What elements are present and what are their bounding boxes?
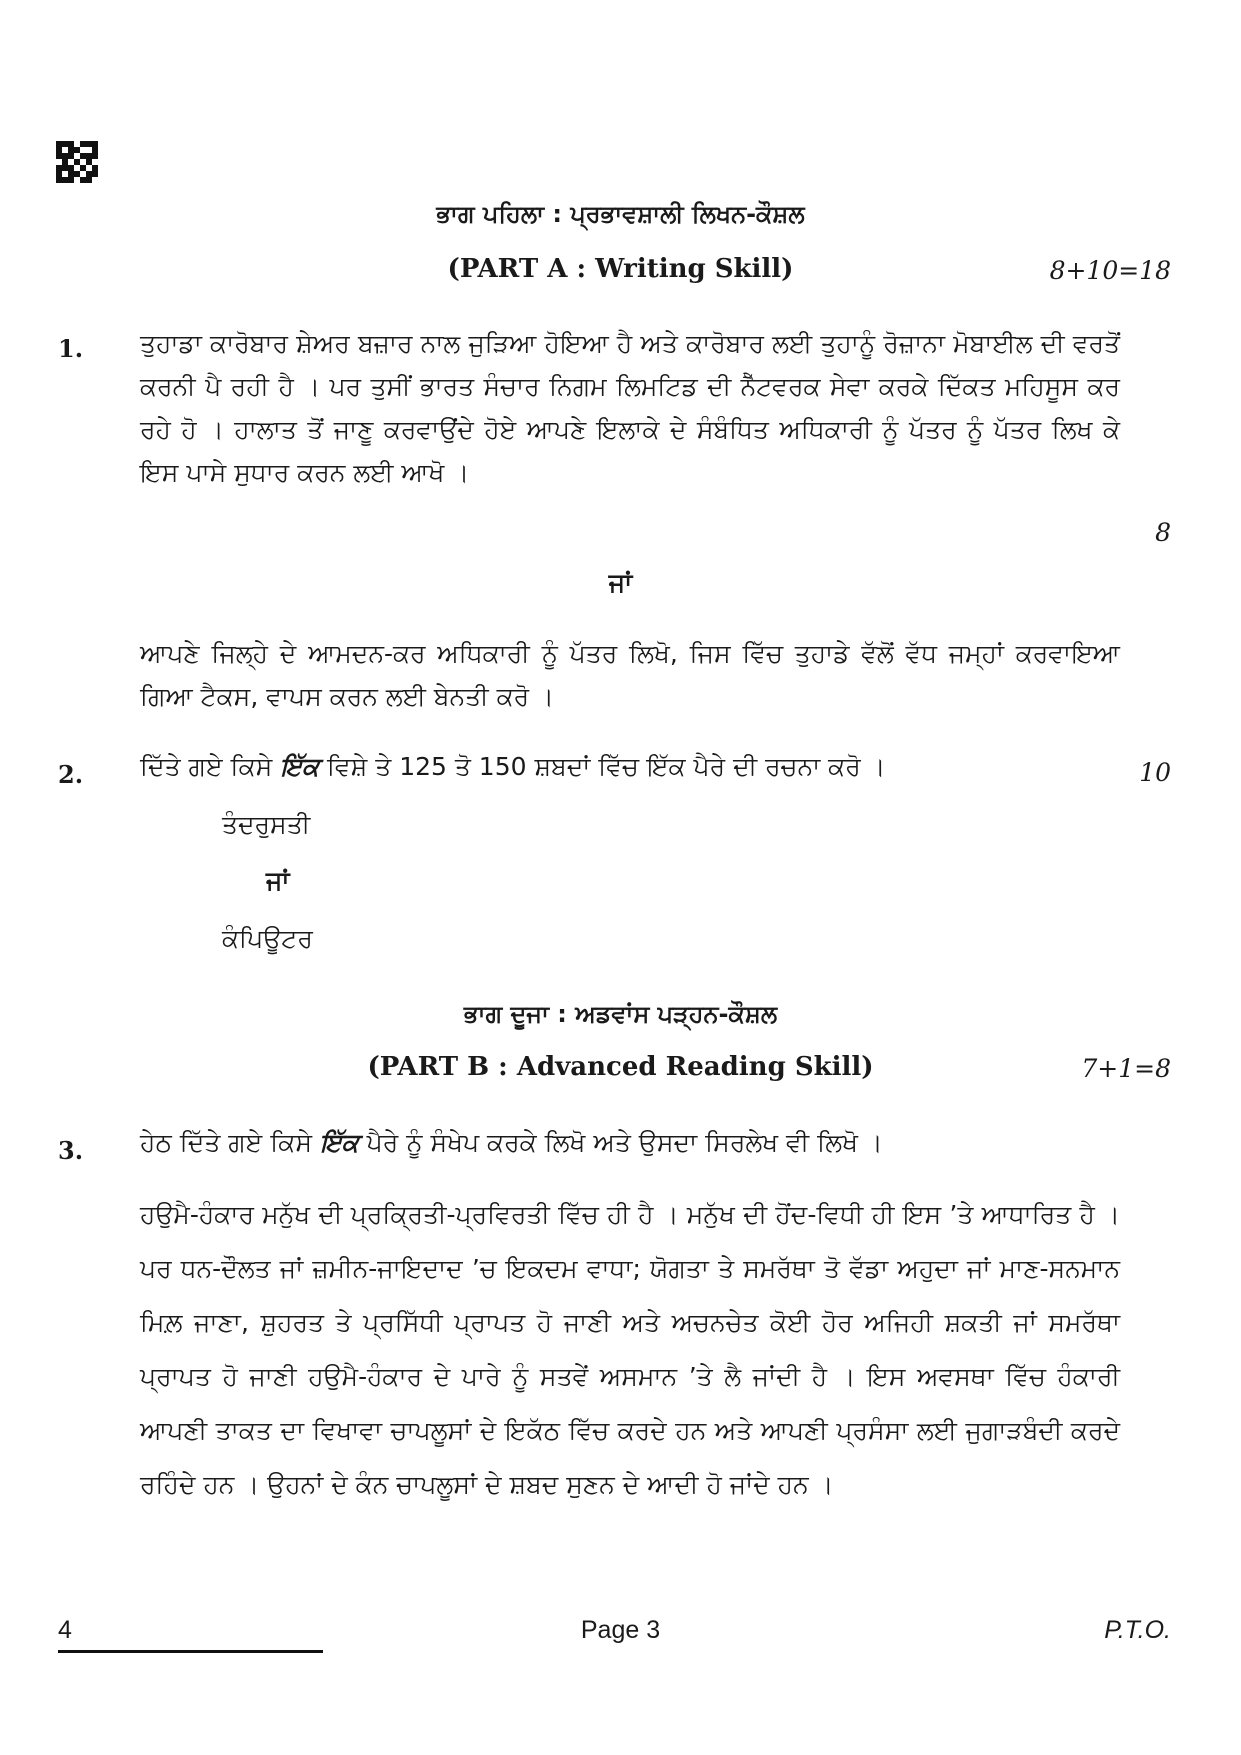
question-2-topic-1: ਤੰਦਰੁਸਤੀ <box>222 810 311 839</box>
question-3-number: 3. <box>58 1136 84 1165</box>
question-1-number: 1. <box>58 334 84 363</box>
question-2-text: ਦਿੱਤੇ ਗਏ ਕਿਸੇ ਇੱਕ ਵਿਸ਼ੇ ਤੇ 125 ਤੋ 150 ਸ਼ਬਦਾਂ ਵਿੱਚ ਇੱਕ ਪੈਰੇ ਦੀ ਰਚਨਾ ਕਰੋ । <box>140 752 886 781</box>
footer-rule <box>58 1650 323 1653</box>
part-a-heading-english: (PART A : Writing Skill) <box>447 254 794 284</box>
question-2-emphasis: ਇੱਕ <box>280 752 319 781</box>
footer-pto: P.T.O. <box>1104 1616 1171 1644</box>
question-3-emphasis: ਇੱਕ <box>319 1128 359 1157</box>
question-3-text: ਹੇਠ ਦਿੱਤੇ ਗਏ ਕਿਸੇ ਇੱਕ ਪੈਰੇ ਨੂੰ ਸੰਖੇਪ ਕਰਕੇ ਲਿਖੋ ਅਤੇ ਉਸਦਾ ਸਿਰਲੇਖ ਵੀ ਲਿਖੋ । <box>140 1128 883 1157</box>
part-a-marks: 8+10=18 <box>1049 256 1171 285</box>
question-2-topic-2: ਕੰਪਿਊਟਰ <box>222 924 313 953</box>
question-1-marks: 8 <box>1155 518 1171 547</box>
part-b-heading-english: (PART B : Advanced Reading Skill) <box>367 1052 874 1082</box>
question-1-or: ਜਾਂ <box>608 568 633 597</box>
question-1-alternative-text: ਆਪਣੇ ਜਿਲ੍ਹੇ ਦੇ ਆਮਦਨ-ਕਰ ਅਧਿਕਾਰੀ ਨੂੰ ਪੱਤਰ ਲਿਖੋ, ਜਿਸ ਵਿੱਚ ਤੁਹਾਡੇ ਵੱਲੋਂ ਵੱਧ ਜਮ੍ਹਾਂ ਕਰਵਾਇਆ ਗਿਆ ਟੈਕਸ, ਵਾਪਸ ਕਰਨ ਲਈ ਬੇਨਤੀ ਕਰੋ । <box>140 639 1120 711</box>
footer-page-code: 4 <box>58 1616 72 1644</box>
question-3-passage: ਹਉਮੈ-ਹੰਕਾਰ ਮਨੁੱਖ ਦੀ ਪ੍ਰਕ੍ਰਿਤੀ-ਪ੍ਰਵਿਰਤੀ ਵਿੱਚ ਹੀ ਹੈ । ਮਨੁੱਖ ਦੀ ਹੋਂਦ-ਵਿਧੀ ਹੀ ਇਸ ’ਤੇ ਆਧਾਰਿਤ ਹੈ । ਪਰ ਧਨ-ਦੌਲਤ ਜਾਂ ਜ਼ਮੀਨ-ਜਾਇਦਾਦ ’ਚ ਇਕਦਮ ਵਾਧਾ; ਯੋਗਤਾ ਤੇ ਸਮਰੱਥਾ ਤੋ ਵੱਡਾ ਅਹੁਦਾ ਜਾਂ ਮਾਣ-ਸਨਮਾਨ ਮਿਲ਼ ਜਾਣਾ, ਸ਼ੁਹਰਤ ਤੇ ਪ੍ਰਸਿੱਧੀ ਪ੍ਰਾਪਤ ਹੋ ਜਾਣੀ ਅਤੇ ਅਚਨਚੇਤ ਕੋਈ ਹੋਰ ਅਜਿਹੀ ਸ਼ਕਤੀ ਜਾਂ ਸਮਰੱਥਾ ਪ੍ਰਾਪਤ ਹੋ ਜਾਣੀ ਹਉਮੈ-ਹੰਕਾਰ ਦੇ ਪਾਰੇ ਨੂੰ ਸਤਵੇਂ ਅਸਮਾਨ ’ਤੇ ਲੈ ਜਾਂਦੀ ਹੈ । ਇਸ ਅਵਸਥਾ ਵਿੱਚ ਹੰਕਾਰੀ ਆਪਣੀ ਤਾਕਤ ਦਾ ਵਿਖਾਵਾ ਚਾਪਲੂਸਾਂ ਦੇ ਇਕੱਠ ਵਿੱਚ ਕਰਦੇ ਹਨ ਅਤੇ ਆਪਣੀ ਪ੍ਰਸੰਸਾ ਲਈ ਜੁਗਾੜਬੰਦੀ ਕਰਦੇ ਰਹਿੰਦੇ ਹਨ । ਉਹਨਾਂ ਦੇ ਕੰਨ ਚਾਪਲੂਸਾਂ ਦੇ ਸ਼ਬਦ ਸੁਣਨ ਦੇ ਆਦੀ ਹੋ ਜਾਂਦੇ ਹਨ । <box>140 1200 1120 1499</box>
question-2-marks: 10 <box>1139 758 1171 787</box>
part-b-marks: 7+1=8 <box>1081 1054 1171 1083</box>
question-1-text: ਤੁਹਾਡਾ ਕਾਰੋਬਾਰ ਸ਼ੇਅਰ ਬਜ਼ਾਰ ਨਾਲ ਜੁੜਿਆ ਹੋਇਆ ਹੈ ਅਤੇ ਕਾਰੋਬਾਰ ਲਈ ਤੁਹਾਨੂੰ ਰੋਜ਼ਾਨਾ ਮੋਬਾਈਲ ਦੀ ਵਰਤੋਂ ਕਰਨੀ ਪੈ ਰਹੀ ਹੈ । ਪਰ ਤੁਸੀਂ ਭਾਰਤ ਸੰਚਾਰ ਨਿਗਮ ਲਿਮਟਿਡ ਦੀ ਨੈੱਟਵਰਕ ਸੇਵਾ ਕਰਕੇ ਦਿੱਕਤ ਮਹਿਸੂਸ ਕਰ ਰਹੇ ਹੋ । ਹਾਲਾਤ ਤੋਂ ਜਾਣੂ ਕਰਵਾਉਂਦੇ ਹੋਏ ਆਪਣੇ ਇਲਾਕੇ ਦੇ ਸੰਬੰਧਿਤ ਅਧਿਕਾਰੀ ਨੂੰ ਪੱਤਰ ਨੂੰ ਪੱਤਰ ਲਿਖ ਕੇ ਇਸ ਪਾਸੇ ਸੁਧਾਰ ਕਰਨ ਲਈ ਆਖੋ । <box>140 329 1120 487</box>
part-a-heading-gurmukhi: ਭਾਗ ਪਹਿਲਾ : ਪ੍ਰਭਾਵਸ਼ਾਲੀ ਲਿਖਨ-ਕੌਸ਼ਲ <box>436 200 805 228</box>
question-2-or: ਜਾਂ <box>266 866 290 895</box>
part-b-heading-gurmukhi: ਭਾਗ ਦੂਜਾ : ਅਡਵਾਂਸ ਪੜ੍ਹਨ-ਕੌਸ਼ਲ <box>463 1000 778 1028</box>
qr-code-icon <box>56 141 98 183</box>
footer-page-number: Page 3 <box>580 1616 661 1644</box>
question-2-number: 2. <box>58 760 84 789</box>
